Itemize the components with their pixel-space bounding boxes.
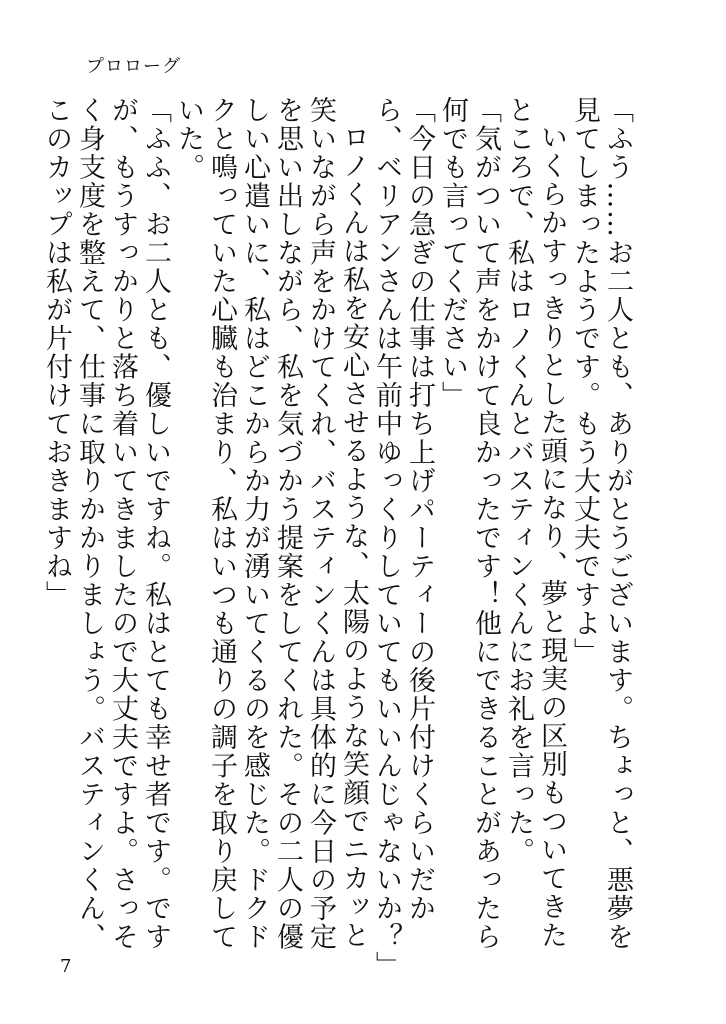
paragraph-3: 「気がついて声をかけて良かったです！他にできることがあったら何でも言ってください」 xyxy=(437,96,501,951)
paragraph-1: 「ふう……お二人とも、ありがとうございます。ちょっと、悪夢を見てしまったようです。もう大丈夫ですよ」 xyxy=(569,96,633,951)
body-text xyxy=(41,96,634,980)
paragraph-4: 「今日の急ぎの仕事は打ち上げパーティーの後片付けくらいだから、ベリアンさんは午前中ゆっくりしていてもいいんじゃないか？」 xyxy=(371,96,435,980)
paragraph-2: いくらかすっきりとした頭になり、夢と現実の区別もついてきたところで、私はロノくんとバスティンくんにお礼を言った。 xyxy=(503,96,567,950)
chapter-title: プロローグ xyxy=(86,56,181,77)
paragraph-5: ロノくんは私を安心させるような、太陽のような笑顔でニカッと笑いながら声をかけてくれ、バスティンくんは具体的に今日の予定を思い出しながら、私を気づかう提案をしてくれた。その二人の優しい心遣いに、私はどこからか力が湧いてくるのを感じた。ドクドクと鳴っていた心臓も治まり、私はいつも通りの調子を取り戻していた。 xyxy=(173,96,369,951)
paragraph-6: 「ふふ、お二人とも、優しいですね。私はとても幸せ者です。ですが、もうすっかりと落ち着いてきましたので大丈夫ですよ。さっそく身支度を整えて、仕事に取りかかりましょう。バスティンくん、このカップは私が片付けておきますね」 xyxy=(41,96,171,951)
page-number: 7 xyxy=(60,956,72,977)
